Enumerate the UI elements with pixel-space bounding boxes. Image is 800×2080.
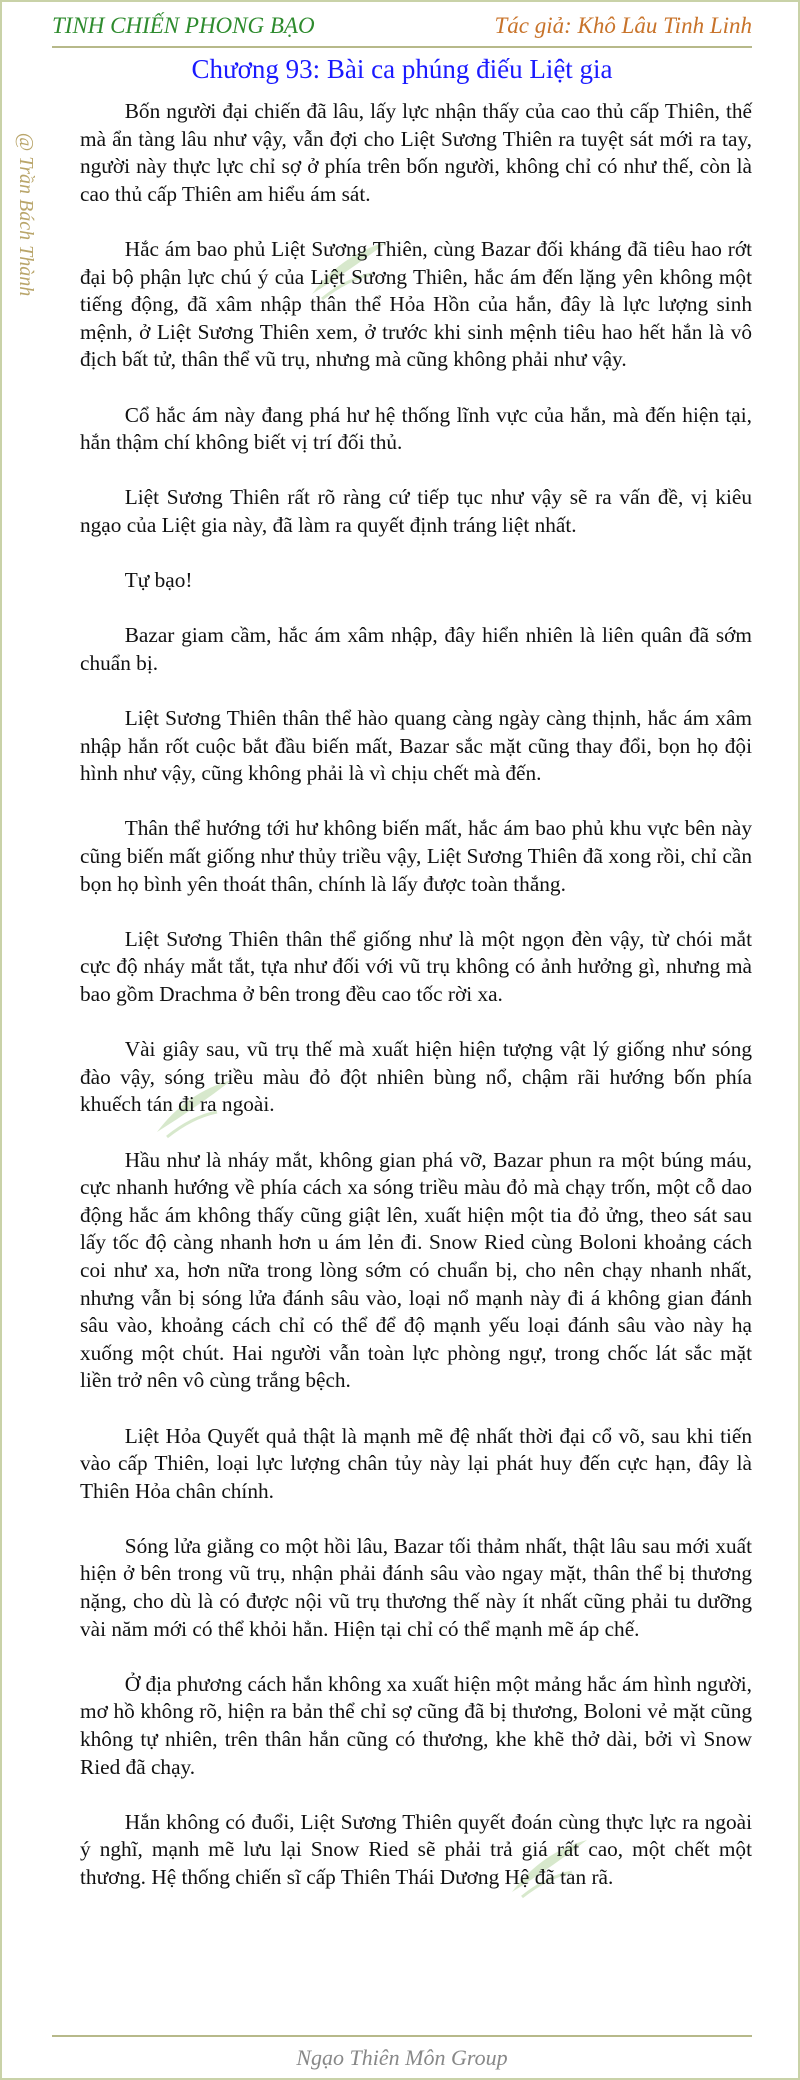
paragraph: Hầu như là nháy mắt, không gian phá vỡ, Bazar phun ra một búng máu, cực nhanh hướng về phía cách xa sóng triều màu đỏ mà chạy trốn, một cỗ dao động hắc ám không thấy cũng giật lên, xuất hiện một tia đỏ ửng, theo sát sau lấy tốc độ càng nhanh hơn u ám lẻn đi. Snow Ried cùng Boloni khoảng cách coi như xa, hơn nữa trong lòng sớm có chuẩn bị, cho nên chạy nhanh nhất, nhưng vẫn bị sóng lửa đánh sâu vào, loại nổ mạnh này đi á không gian đánh sâu vào, khoảng cách chỉ có thể để độ mạnh yếu loại đánh sâu vào này hạ xuống một chút. Hai người vẫn toàn lực phòng ngự, trong chốc lát sắc mặt liền trở nên vô cùng trắng bệch.	[80, 1147, 752, 1393]
side-credit-text: @ Trần Bách Thành	[15, 132, 38, 296]
paragraph: Liệt Sương Thiên rất rõ ràng cứ tiếp tục như vậy sẽ ra vấn đề, vị kiêu ngạo của Liệt gia này, đã làm ra quyết định tráng liệt nhất.	[80, 485, 752, 537]
book-title: TINH CHIẾN PHONG BẠO	[52, 13, 315, 38]
paragraph: Hắn không có đuổi, Liệt Sương Thiên quyết đoán cùng thực lực ra ngoài ý nghĩ, mạnh mẽ lưu lại Snow Ried sẽ phải trả giá rất cao, một chết một thương. Hệ thống chiến sĩ cấp Thiên Thái Dương Hệ đã tan rã.	[80, 1809, 752, 1889]
page-footer: Ngạo Thiên Môn Group	[296, 2045, 508, 2070]
chapter-title: Chương 93: Bài ca phúng điếu Liệt gia	[191, 54, 613, 84]
paragraph: Cổ hắc ám này đang phá hư hệ thống lĩnh vực của hắn, mà đến hiện tại, hắn thậm chí không biết vị trí đối thủ.	[80, 402, 752, 455]
paragraph: Vài giây sau, vũ trụ thế mà xuất hiện hiện tượng vật lý giống như sóng đào vậy, sóng triều màu đỏ đột nhiên bùng nổ, chậm rãi hướng bốn phía khuếch tán đi ra ngoài.	[80, 1037, 752, 1117]
paragraph: Bazar giam cầm, hắc ám xâm nhập, đây hiển nhiên là liên quân đã sớm chuẩn bị.	[80, 623, 752, 675]
paragraph: Liệt Sương Thiên thân thể hào quang càng ngày càng thịnh, hắc ám xâm nhập hắn rốt cuộc bắt đầu biến mất, Bazar sắc mặt cũng thay đổi, bọn họ đội hình như vậy, cũng không phải là vì chịu chết mà đến.	[80, 706, 752, 786]
footer-divider	[52, 2035, 752, 2037]
author-credit: Tác giả: Khô Lâu Tinh Linh	[494, 13, 752, 38]
paragraph: Thân thể hướng tới hư không biến mất, hắc ám bao phủ khu vực bên này cũng biến mất giống như thủy triều vậy, Liệt Sương Thiên đã xong rồi, chỉ cần bọn họ bình yên thoát thân, chính là lấy được toàn thắng.	[80, 816, 752, 896]
paragraph: Sóng lửa giằng co một hồi lâu, Bazar tối thảm nhất, thật lâu sau mới xuất hiện ở bên trong vũ trụ, nhận phải đánh sâu vào ngay mặt, thân thể bị thương nặng, cho dù là có được nội vũ trụ thương thế này ít nhất cũng phải tu dưỡng vài năm mới có thể khỏi hẳn. Hiện tại chỉ có thể mạnh mẽ áp chế.	[80, 1533, 752, 1641]
paragraph: Liệt Hỏa Quyết quả thật là mạnh mẽ đệ nhất thời đại cổ võ, sau khi tiến vào cấp Thiên, loại lực lượng chân tủy này lại phát huy đến cực hạn, đây là Thiên Hỏa chân chính.	[80, 1423, 752, 1503]
page-header	[52, 8, 752, 44]
paragraph: Hắc ám bao phủ Liệt Sương Thiên, cùng Bazar đối kháng đã tiêu hao rớt đại bộ phận lực chú ý của Liệt Sương Thiên, hắc ám đến lặng yên không một tiếng động, đã xâm nhập thân thể Hỏa Hồn của hắn, đây là lực lượng sinh mệnh, ở Liệt Sương Thiên xem, ở trước khi sinh mệnh tiêu hao hết hắn là vô địch bất tử, thân thể vũ trụ, nhưng mà cũng không phải như vậy.	[80, 236, 752, 372]
header-divider	[52, 46, 752, 48]
paragraph: Bốn người đại chiến đã lâu, lấy lực nhận thấy của cao thủ cấp Thiên, thế mà ẩn tàng lâu như vậy, vẫn đợi cho Liệt Sương Thiên ra tuyệt sát mới ra tay, người này thực lực chỉ sợ ở phía trên bốn người, không chỉ có như thế, còn là cao thủ cấp Thiên am hiểu ám sát.	[80, 99, 752, 206]
paragraph: Liệt Sương Thiên thân thể giống như là một ngọn đèn vậy, từ chói mắt cực độ nháy mắt tắt, tựa như đối với vũ trụ không có ảnh hưởng gì, nhưng mà bao gồm Drachma ở bên trong đều cao tốc rời xa.	[80, 926, 752, 1006]
paragraph: Tự bạo!	[124, 568, 193, 593]
side-credit	[6, 54, 46, 374]
chapter-body	[80, 98, 752, 1919]
paragraph: Ở địa phương cách hắn không xa xuất hiện một mảng hắc ám hình người, mơ hồ không rõ, hiện ra bản thể chỉ sợ cũng đã bị thương, Boloni vẻ mặt cũng không tự nhiên, trên thân hắn cũng có thương, khe khẽ thở dài, bởi vì Snow Ried đã chạy.	[80, 1671, 752, 1779]
